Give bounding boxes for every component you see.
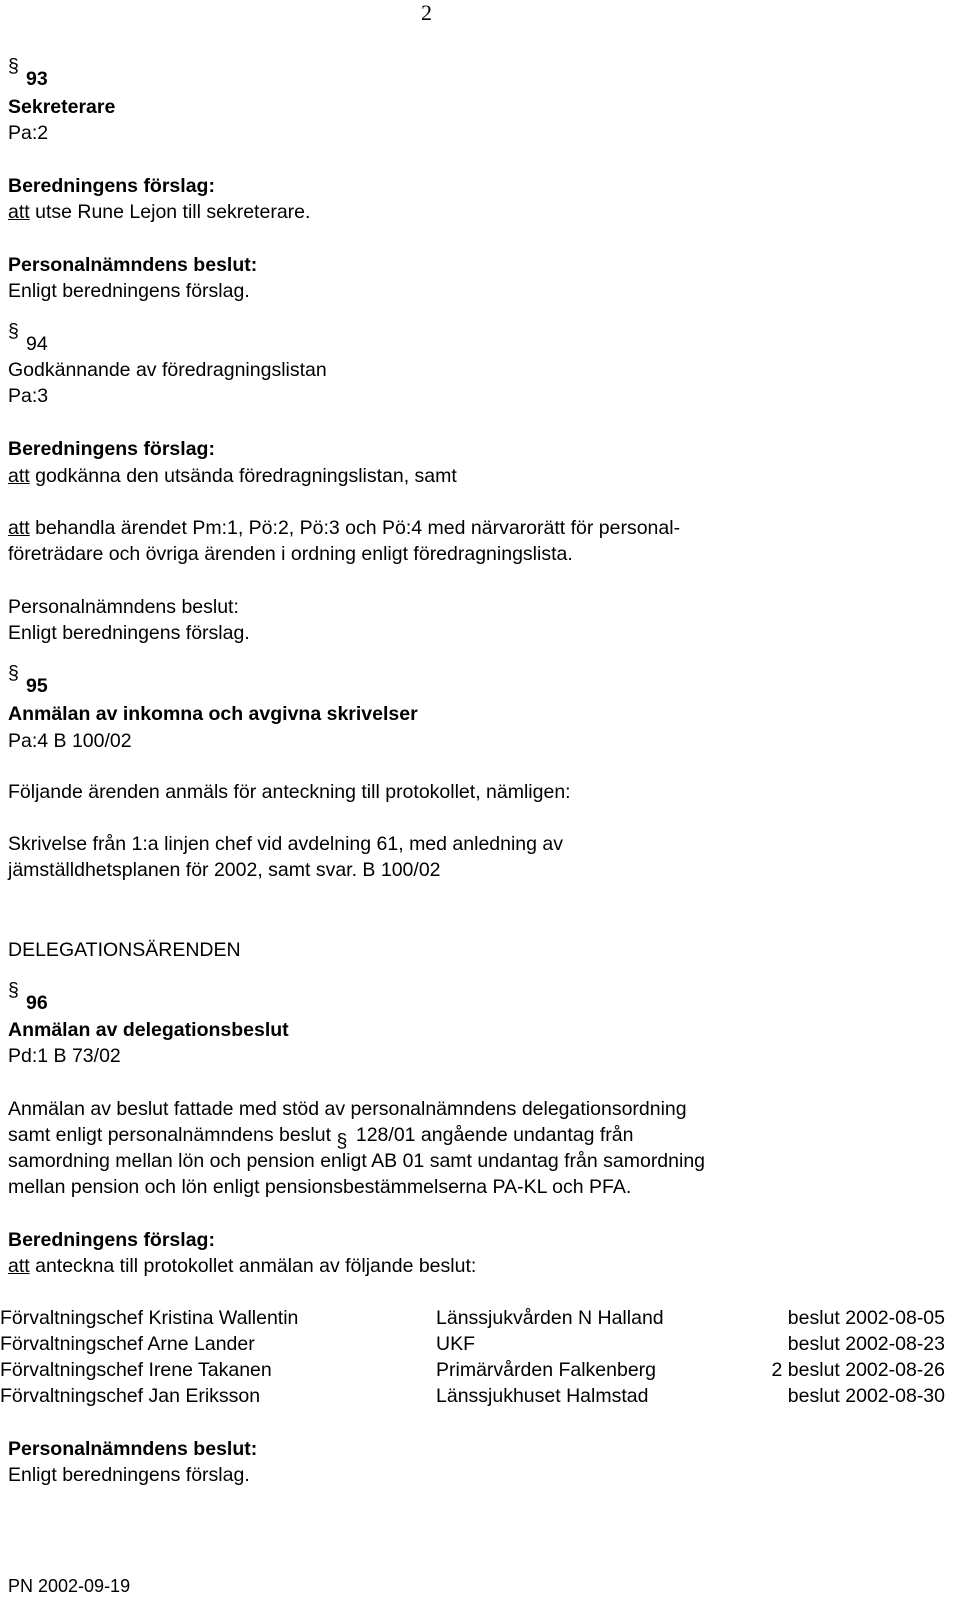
table-cell-name: Förvaltningschef Jan Eriksson	[0, 1385, 261, 1407]
table-cell-decision: beslut 2002-08-23	[787, 1333, 945, 1355]
section-93-decision-label: Personalnämndens beslut:	[8, 254, 258, 276]
table-cell-name: Förvaltningschef Kristina Wallentin	[0, 1307, 299, 1329]
section-93-proposal-label: Beredningens förslag:	[8, 175, 215, 197]
section-96-text-2: samt enligt personalnämndens beslut § 128/01 angående undantag från	[8, 1124, 634, 1152]
section-94-proposal-label: Beredningens förslag:	[8, 438, 215, 460]
table-cell-unit: UKF	[436, 1333, 475, 1355]
section-93-decision: Enligt beredningens förslag.	[8, 280, 250, 302]
section-96-proposal: att anteckna till protokollet anmälan av följande beslut:	[8, 1255, 477, 1277]
section-95-number: § 95	[8, 662, 48, 697]
paragraph-sign: §	[8, 320, 19, 342]
section-96-text-3: samordning mellan lön och pension enligt AB 01 samt undantag från samordning	[8, 1150, 706, 1172]
paragraph-sign: §	[8, 979, 19, 1001]
table-cell-unit: Länssjukhuset Halmstad	[436, 1385, 649, 1407]
section-96-decision-label: Personalnämndens beslut:	[8, 1438, 258, 1460]
section-96-decision: Enligt beredningens förslag.	[8, 1464, 250, 1486]
section-93-title: Sekreterare	[8, 96, 116, 118]
table-cell-name: Förvaltningschef Irene Takanen	[0, 1359, 272, 1381]
section-94-number: § 94	[8, 320, 48, 355]
table-cell-unit: Primärvården Falkenberg	[436, 1359, 657, 1381]
section-heading: DELEGATIONSÄRENDEN	[8, 939, 241, 961]
section-95-text-2: Skrivelse från 1:a linjen chef vid avdelning 61, med anledning av	[8, 833, 564, 855]
section-96-title: Anmälan av delegationsbeslut	[8, 1019, 289, 1041]
page-number: 2	[421, 0, 432, 25]
table-cell-decision: beslut 2002-08-05	[787, 1307, 945, 1329]
section-96-proposal-label: Beredningens förslag:	[8, 1229, 215, 1251]
footer-date: PN 2002-09-19	[8, 1576, 131, 1596]
section-93-proposal: att utse Rune Lejon till sekreterare.	[8, 201, 311, 223]
section-95-title: Anmälan av inkomna och avgivna skrivelser	[8, 703, 418, 725]
section-96-number: § 96	[8, 979, 48, 1014]
section-96-text-1: Anmälan av beslut fattade med stöd av personalnämndens delegationsordning	[8, 1098, 687, 1120]
paragraph-sign: §	[8, 662, 19, 684]
section-94-proposal-1: att godkänna den utsända föredragningslistan, samt	[8, 465, 457, 487]
section-94-decision-label: Personalnämndens beslut:	[8, 596, 239, 618]
section-94-decision: Enligt beredningens förslag.	[8, 622, 250, 644]
table-cell-unit: Länssjukvården N Halland	[436, 1307, 664, 1329]
section-95-ref: Pa:4 B 100/02	[8, 730, 132, 752]
paragraph-sign: §	[8, 55, 19, 77]
section-95-text-1: Följande ärenden anmäls för anteckning till protokollet, nämligen:	[8, 781, 571, 803]
section-94-proposal-3: företrädare och övriga ärenden i ordning enligt föredragningslista.	[8, 543, 573, 565]
table-cell-decision: 2 beslut 2002-08-26	[771, 1359, 945, 1381]
section-93-number: § 93	[8, 55, 48, 90]
section-95-text-3: jämställdhetsplanen för 2002, samt svar. B 100/02	[8, 859, 441, 881]
section-96-ref: Pd:1 B 73/02	[8, 1045, 121, 1067]
table-cell-name: Förvaltningschef Arne Lander	[0, 1333, 255, 1355]
section-94-ref: Pa:3	[8, 385, 49, 407]
section-94-proposal-2: att behandla ärendet Pm:1, Pö:2, Pö:3 och Pö:4 med närvarorätt för personal-	[8, 517, 681, 539]
table-cell-decision: beslut 2002-08-30	[787, 1385, 945, 1407]
section-96-text-4: mellan pension och lön enligt pensionsbestämmelserna PA-KL och PFA.	[8, 1176, 632, 1198]
paragraph-sign: §	[336, 1130, 348, 1152]
section-93-ref: Pa:2	[8, 122, 49, 144]
section-94-title: Godkännande av föredragningslistan	[8, 359, 327, 381]
